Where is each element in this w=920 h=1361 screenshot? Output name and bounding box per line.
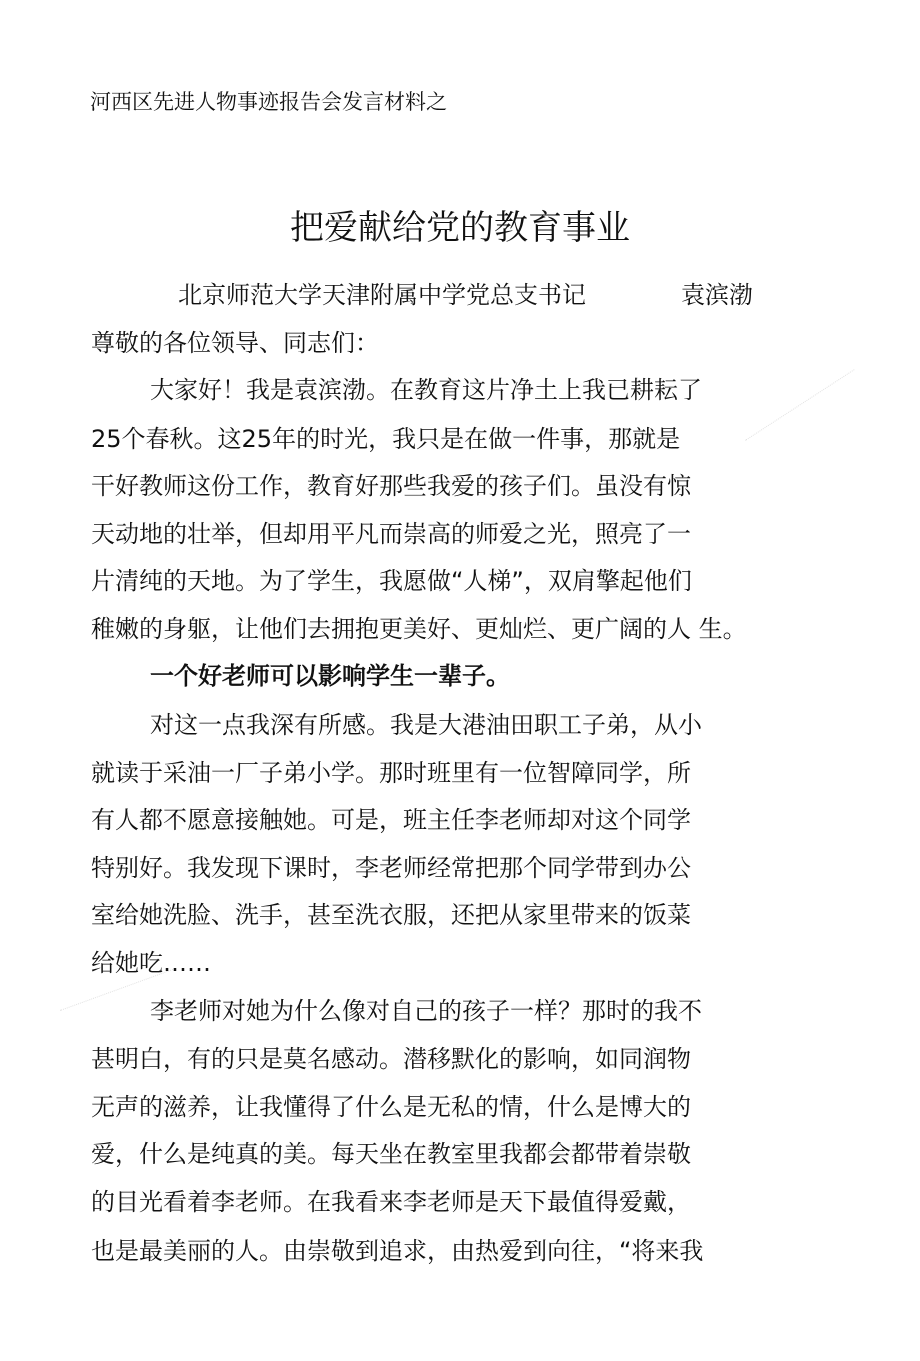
paragraph-line: 给她吃…… xyxy=(91,949,211,977)
paragraph-line: 也是最美丽的人。由崇敬到追求，由热爱到向往，“将来我 xyxy=(91,1237,704,1265)
paragraph-line: 爱，什么是纯真的美。每天坐在教室里我都会都带着崇敬 xyxy=(91,1140,691,1168)
paragraph-line: 的目光看着李老师。在我看来李老师是天下最值得爱戴， xyxy=(91,1188,691,1216)
paragraph-line: 干好教师这份工作，教育好那些我爱的孩子们。虽没有惊 xyxy=(91,472,691,500)
paragraph-line: 25个春秋。这25年的时光，我只是在做一件事，那就是 xyxy=(91,425,681,453)
section-heading: 一个好老师可以影响学生一辈子。 xyxy=(150,662,510,690)
paragraph-line: 无声的滋养，让我懂得了什么是无私的情，什么是博大的 xyxy=(91,1093,691,1121)
byline-organization: 北京师范大学天津附属中学党总支书记 xyxy=(178,281,586,309)
paragraph-line: 李老师对她为什么像对自己的孩子一样？那时的我不 xyxy=(150,997,702,1025)
paragraph-line: 稚嫩的身躯，让他们去拥抱更美好、更灿烂、更广阔的人 生。 xyxy=(91,615,747,643)
series-label: 河西区先进人物事迹报告会发言材料之 xyxy=(90,90,447,114)
paragraph-line: 对这一点我深有所感。我是大港油田职工子弟，从小 xyxy=(150,711,702,739)
paragraph-line: 有人都不愿意接触她。可是，班主任李老师却对这个同学 xyxy=(91,806,691,834)
paragraph-line: 甚明白，有的只是莫名感动。潜移默化的影响，如同润物 xyxy=(91,1045,691,1073)
salutation: 尊敬的各位领导、同志们： xyxy=(91,329,379,357)
paragraph-line: 特别好。我发现下课时，李老师经常把那个同学带到办公 xyxy=(91,854,691,882)
paragraph-line: 就读于采油一厂子弟小学。那时班里有一位智障同学，所 xyxy=(91,759,691,787)
paragraph-line: 大家好！我是袁滨渤。在教育这片净土上我已耕耘了 xyxy=(150,376,702,404)
paragraph-line: 片清纯的天地。为了学生，我愿做“人梯”，双肩擎起他们 xyxy=(91,567,692,595)
paragraph-line: 天动地的壮举，但却用平凡而崇高的师爱之光，照亮了一 xyxy=(91,520,691,548)
page-title: 把爱献给党的教育事业 xyxy=(290,208,630,248)
byline-author-name: 袁滨渤 xyxy=(681,281,753,309)
paragraph-line: 室给她洗脸、洗手，甚至洗衣服，还把从家里带来的饭菜 xyxy=(91,901,691,929)
scan-artifact-line xyxy=(745,369,855,441)
